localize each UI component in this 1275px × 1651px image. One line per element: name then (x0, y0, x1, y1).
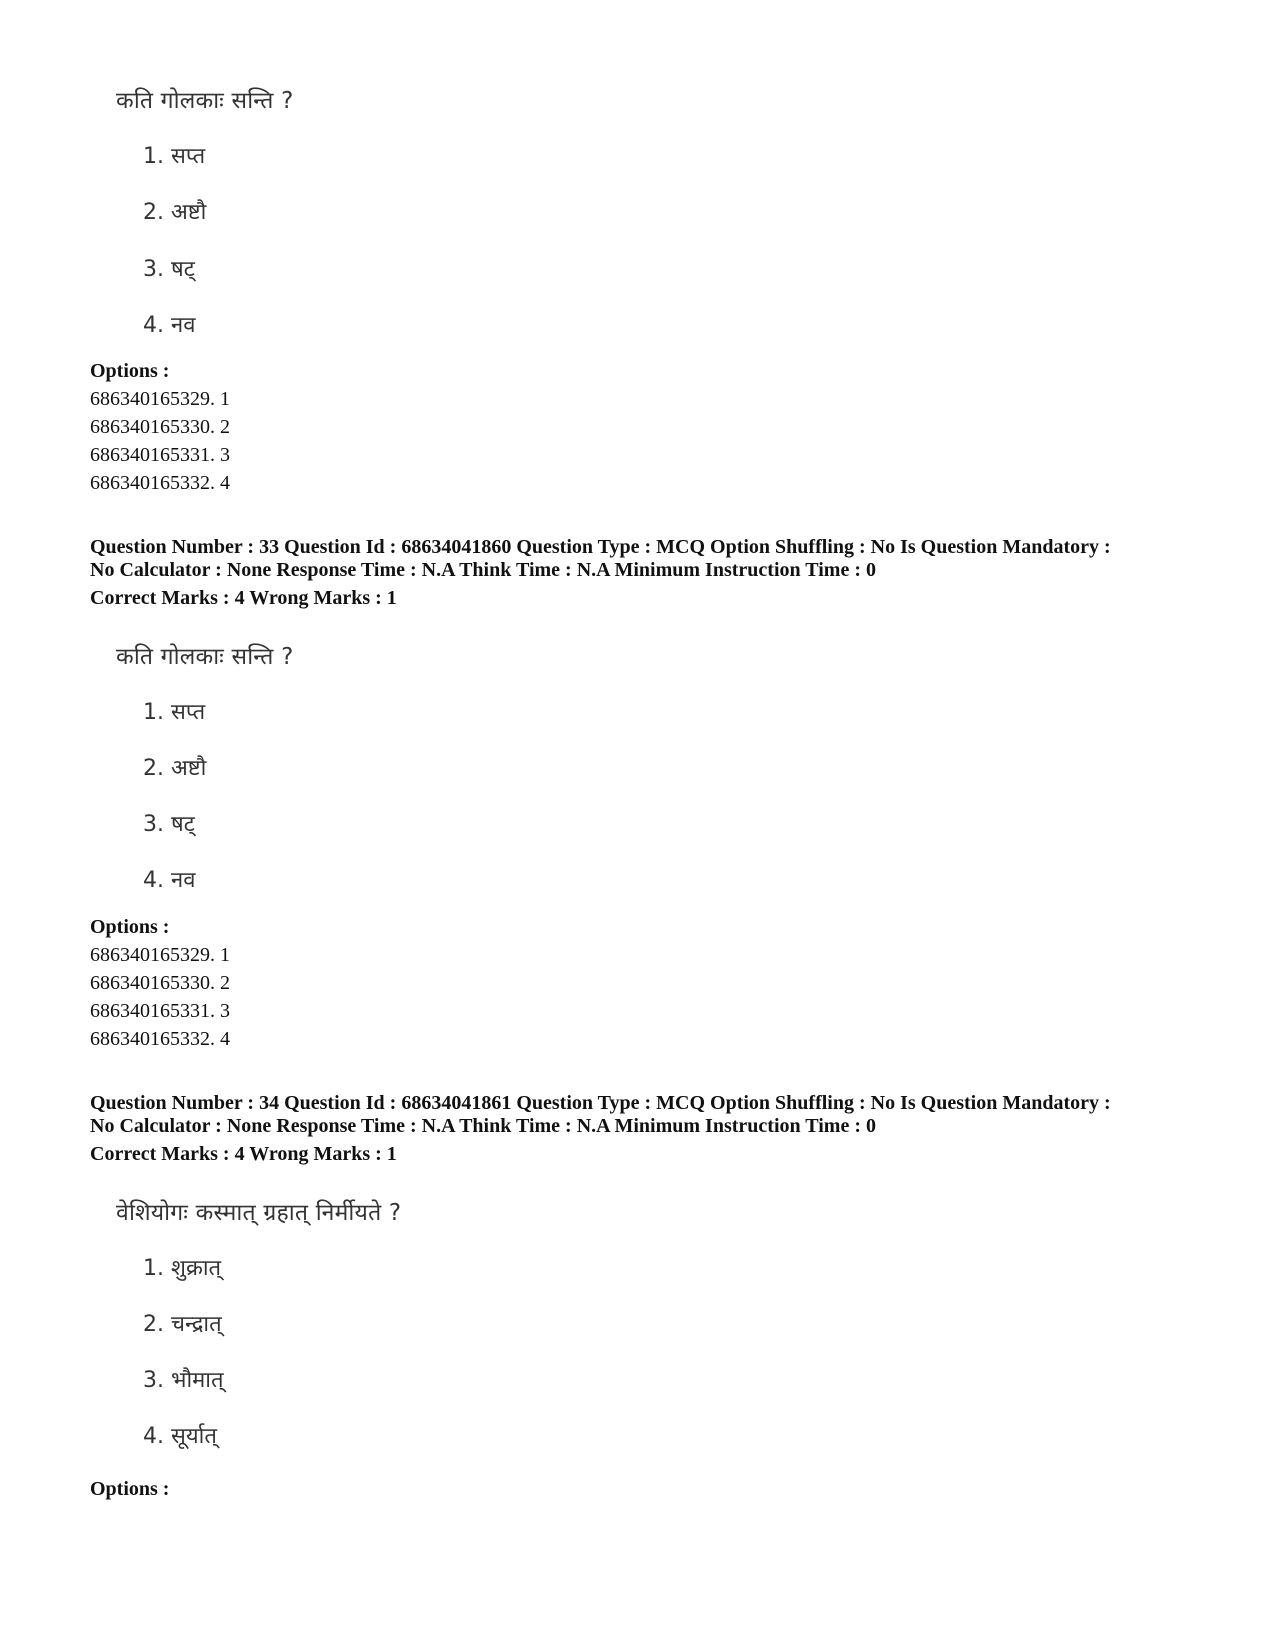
marks-line: Correct Marks : 4 Wrong Marks : 1 (90, 587, 397, 609)
option-id-line: 686340165332. 4 (90, 472, 230, 494)
option-id-line: 686340165329. 1 (90, 944, 230, 966)
choice-item: 2. अष्टौ (143, 756, 207, 781)
choice-item: 1. सप्त (143, 700, 206, 725)
question-meta-line: No Calculator : None Response Time : N.A Think Time : N.A Minimum Instruction Time : 0 (90, 559, 876, 581)
choice-item: 3. षट् (143, 812, 195, 837)
option-id-line: 686340165330. 2 (90, 972, 230, 994)
question-text: कति गोलकाः सन्ति ? (116, 88, 294, 114)
option-id-line: 686340165329. 1 (90, 388, 230, 410)
question-meta-line: Question Number : 34 Question Id : 68634041861 Question Type : MCQ Option Shuffling : No Is Question Mandatory : (90, 1092, 1111, 1114)
choice-item: 3. षट् (143, 257, 195, 282)
marks-line: Correct Marks : 4 Wrong Marks : 1 (90, 1143, 397, 1165)
choice-item: 2. अष्टौ (143, 200, 207, 225)
choice-item: 4. नव (143, 313, 196, 338)
question-text: कति गोलकाः सन्ति ? (116, 644, 294, 670)
option-id-line: 686340165331. 3 (90, 1000, 230, 1022)
choice-item: 2. चन्द्रात् (143, 1312, 222, 1337)
options-label: Options : (90, 916, 170, 938)
choice-item: 3. भौमात् (143, 1368, 224, 1393)
question-text: वेशियोगः कस्मात् ग्रहात् निर्मीयते ? (116, 1200, 402, 1226)
choice-item: 1. सप्त (143, 144, 206, 169)
option-id-line: 686340165331. 3 (90, 444, 230, 466)
choice-item: 4. सूर्यात् (143, 1424, 217, 1449)
question-meta-line: Question Number : 33 Question Id : 68634041860 Question Type : MCQ Option Shuffling : No Is Question Mandatory : (90, 536, 1111, 558)
question-meta-line: No Calculator : None Response Time : N.A Think Time : N.A Minimum Instruction Time : 0 (90, 1115, 876, 1137)
options-label: Options : (90, 1478, 170, 1500)
option-id-line: 686340165332. 4 (90, 1028, 230, 1050)
options-label: Options : (90, 360, 170, 382)
option-id-line: 686340165330. 2 (90, 416, 230, 438)
choice-item: 1. शुक्रात् (143, 1256, 222, 1281)
choice-item: 4. नव (143, 868, 196, 893)
